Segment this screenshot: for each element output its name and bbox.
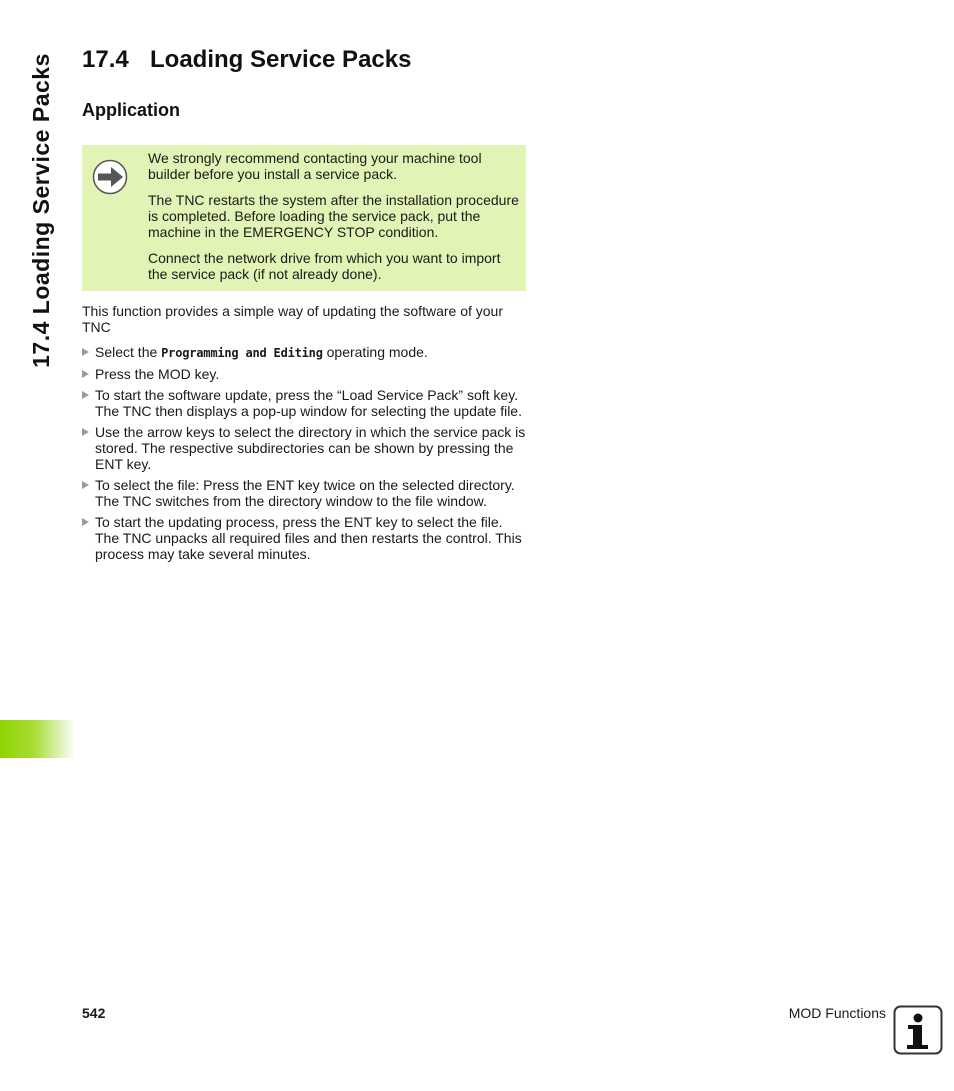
section-heading: Application <box>82 100 180 120</box>
chapter-title-text: Loading Service Packs <box>150 46 412 73</box>
step-text: Use the arrow keys to select the directory in which the service pack is stored. The respective subdirectories can be shown by pressing the ENT key. <box>95 424 526 472</box>
operating-mode-name: Programming and Editing <box>161 346 323 360</box>
list-item <box>82 366 528 382</box>
sidebar-title-text: 17.4 Loading Service Packs <box>27 52 54 368</box>
step-text: To select the file: Press the ENT key twice on the selected directory. The TNC switches from the directory window to the file window. <box>95 477 515 509</box>
note-text <box>148 150 520 292</box>
note-box <box>82 145 526 291</box>
step-list <box>82 344 528 567</box>
step-text: Press the MOD key. <box>95 366 220 382</box>
arrow-right-icon <box>92 159 128 195</box>
triangle-bullet-icon <box>82 391 89 399</box>
chapter-tab-marker <box>0 720 76 758</box>
step-text: operating mode. <box>322 344 428 360</box>
list-item <box>82 514 528 562</box>
sidebar-chapter-title <box>18 40 64 380</box>
list-item <box>82 387 528 419</box>
triangle-bullet-icon <box>82 428 89 436</box>
step-text: To start the software update, press the “Load Service Pack” soft key. The TNC then displays a pop-up window for selecting the update file. <box>95 387 522 419</box>
triangle-bullet-icon <box>82 518 89 526</box>
list-item <box>82 424 528 472</box>
page-title <box>82 46 411 74</box>
info-icon <box>893 1005 943 1055</box>
intro-paragraph: This function provides a simple way of updating the software of your TNC <box>82 303 503 335</box>
triangle-bullet-icon <box>82 348 89 356</box>
step-text: Select the <box>95 344 162 360</box>
list-item <box>82 344 528 361</box>
step-text: To start the updating process, press the ENT key to select the file. The TNC unpacks all required files and then restarts the control. This process may take several minutes. <box>95 514 522 562</box>
note-paragraph: Connect the network drive from which you want to import the service pack (if not already done). <box>148 250 501 282</box>
chapter-number: 17.4 <box>82 46 129 73</box>
footer-chapter-name: MOD Functions <box>788 1005 886 1021</box>
triangle-bullet-icon <box>82 370 89 378</box>
note-paragraph: We strongly recommend contacting your machine tool builder before you install a service pack. <box>148 150 482 182</box>
triangle-bullet-icon <box>82 481 89 489</box>
list-item <box>82 477 528 509</box>
note-paragraph: The TNC restarts the system after the installation procedure is completed. Before loading the service pack, put the machine in the EMERGENCY STOP condition. <box>148 192 519 240</box>
page-number: 542 <box>82 1005 106 1021</box>
